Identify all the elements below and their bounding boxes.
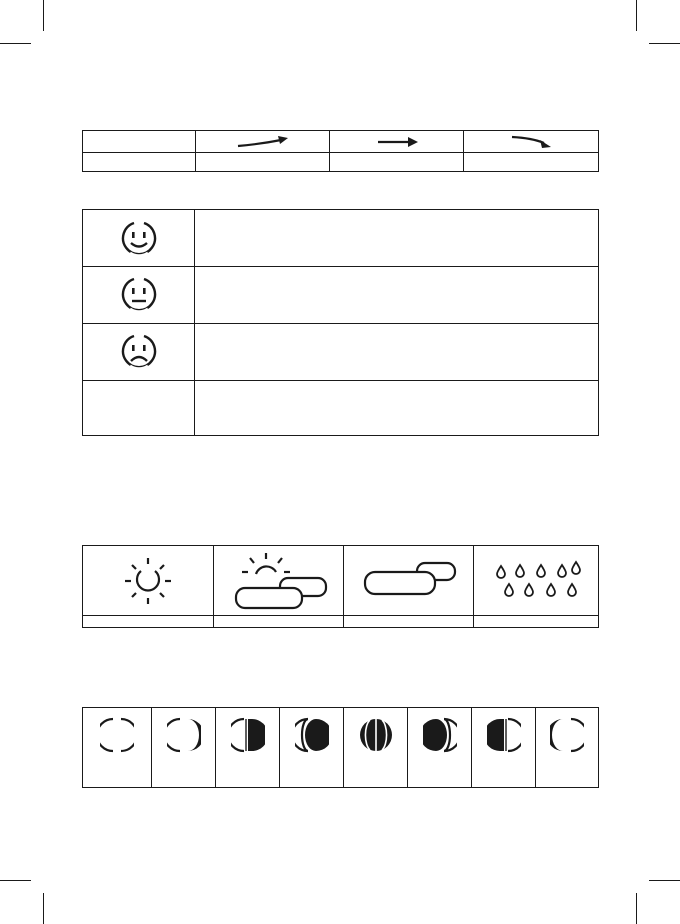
moon-cell	[343, 708, 407, 787]
weather-forecast-table	[82, 545, 599, 628]
weather-cell-partly-cloudy	[213, 546, 343, 615]
crop-mark	[0, 880, 31, 881]
trend-icon-row	[83, 131, 598, 153]
moon-cell	[215, 708, 279, 787]
last-quarter-icon	[487, 715, 521, 755]
comfort-icon-cell	[83, 267, 195, 323]
trend-label-cell	[329, 153, 463, 171]
comfort-row	[83, 266, 598, 323]
moon-cell	[151, 708, 215, 787]
crop-mark	[636, 893, 637, 924]
moon-cell	[407, 708, 471, 787]
comfort-icon-cell	[83, 324, 195, 380]
partly-cloudy-icon	[224, 550, 334, 612]
moon-cell	[83, 708, 151, 787]
crop-mark	[0, 43, 31, 44]
crop-mark	[649, 43, 680, 44]
trend-cell-steady	[329, 131, 463, 152]
trend-label-row	[83, 153, 598, 171]
moon-cell	[279, 708, 343, 787]
first-quarter-icon	[231, 715, 265, 755]
sun-icon	[122, 555, 174, 607]
sad-face-icon	[120, 332, 158, 372]
full-moon-icon	[357, 715, 395, 755]
comfort-icon-cell	[83, 210, 195, 267]
trend-cell-falling	[463, 131, 598, 152]
waxing-crescent-icon	[167, 715, 201, 755]
neutral-face-icon	[120, 275, 158, 315]
comfort-icon-cell	[83, 381, 195, 435]
comfort-row	[83, 210, 598, 267]
comfort-row	[83, 323, 598, 380]
waning-gibbous-icon	[423, 715, 457, 755]
rain-icon	[488, 559, 584, 603]
weather-label-cell	[343, 615, 473, 627]
weather-cell-rain	[473, 546, 598, 615]
crop-mark	[649, 880, 680, 881]
weather-label-cell	[213, 615, 343, 627]
moon-cell	[471, 708, 535, 787]
falling-arrow-icon	[506, 134, 556, 150]
pressure-trend-table	[82, 130, 599, 172]
weather-label-cell	[83, 615, 213, 627]
crop-mark	[43, 0, 44, 31]
comfort-row	[83, 380, 598, 435]
weather-label-cell	[473, 615, 598, 627]
moon-cell	[535, 708, 598, 787]
weather-cell-sunny	[83, 546, 213, 615]
trend-label-cell	[195, 153, 329, 171]
crop-mark	[43, 893, 44, 924]
steady-arrow-icon	[372, 135, 422, 149]
waxing-gibbous-icon	[295, 715, 329, 755]
happy-face-icon	[120, 219, 158, 259]
comfort-level-table	[82, 209, 599, 436]
weather-cell-cloudy	[343, 546, 473, 615]
trend-label-cell	[83, 153, 195, 171]
trend-label-cell	[463, 153, 598, 171]
moon-phase-table	[82, 707, 599, 788]
cloudy-icon	[357, 558, 461, 604]
trend-cell-rising	[195, 131, 329, 152]
crop-mark	[636, 0, 637, 31]
waning-crescent-icon	[550, 715, 584, 755]
new-moon-icon	[100, 715, 134, 755]
trend-header-cell	[83, 131, 195, 152]
rising-arrow-icon	[233, 135, 293, 149]
